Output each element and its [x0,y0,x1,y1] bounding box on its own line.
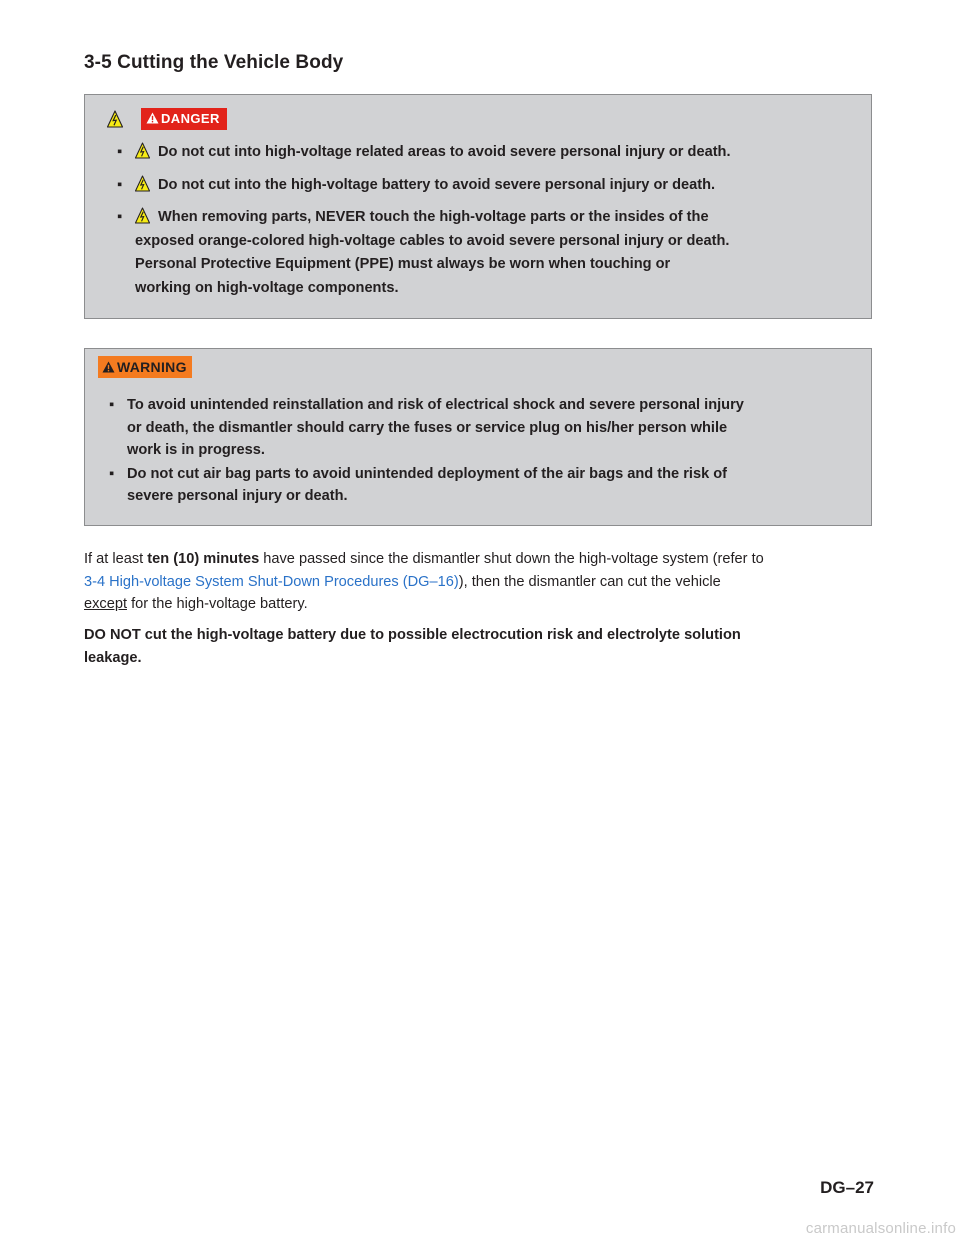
page-number: DG–27 [820,1178,874,1197]
bullet: ▪ [109,397,115,413]
body-paragraph [84,548,874,616]
danger-item-text: When removing parts, NEVER touch the high-voltage parts or the insides of the [158,209,709,225]
danger-box [84,94,872,319]
warning-item-text: work is in progress. [127,442,265,458]
bullet: ▪ [117,144,123,160]
warning-item [109,394,859,462]
danger-item-text: Do not cut into the high-voltage battery to avoid severe personal injury or death. [158,176,716,193]
bullet: ▪ [117,176,123,193]
danger-list [117,141,857,309]
warning-item-text: severe personal injury or death. [127,488,348,504]
danger-item-text: exposed orange-colored high-voltage cables to avoid severe personal injury or death. [135,232,730,249]
danger-label [141,108,227,130]
high-voltage-warning-icon [135,207,150,224]
danger-item [117,174,857,198]
danger-item-text: Personal Protective Equipment (PPE) must always be worn when touching or [135,256,671,272]
para-text: have passed since the dismantler shut down the high-voltage system (refer to [263,551,764,567]
bullet: ▪ [117,209,123,225]
para-text: leakage. [84,650,142,666]
page-title: 3-5 Cutting the Vehicle Body [84,52,344,73]
high-voltage-warning-icon [135,175,150,192]
warning-item [109,463,859,508]
para-text: for the high-voltage battery. [131,596,308,612]
para-emphasis: ten (10) minutes [147,551,260,567]
danger-label-text: DANGER [161,111,220,126]
warning-list [109,394,859,508]
para-text: If at least [84,551,144,567]
danger-item-text: working on high-voltage components. [135,279,399,296]
cross-reference-link[interactable]: 3-4 High-voltage System Shut-Down Procedures (DG–16) [84,573,459,590]
danger-item-text: Do not cut into high-voltage related areas to avoid severe personal injury or death. [158,144,731,160]
para-text: ), then the dismantler can cut the vehicle [458,573,721,590]
warning-item-text: To avoid unintended reinstallation and risk of electrical shock and severe personal injury [127,397,744,413]
watermark: carmanualsonline.info [805,1220,956,1237]
alert-triangle-icon [102,361,115,373]
bullet: ▪ [109,465,115,482]
warning-box [84,348,872,526]
warning-label-text: WARNING [117,359,187,375]
para-text: DO NOT cut the high-voltage battery due to possible electrocution risk and electrolyte solution [84,627,741,643]
danger-item [117,141,857,165]
danger-item [117,206,857,300]
warning-label [98,356,192,378]
body-warning-paragraph [84,624,874,670]
warning-item-text: Do not cut air bag parts to avoid unintended deployment of the air bags and the risk of [127,465,728,482]
warning-item-text: or death, the dismantler should carry the fuses or service plug on his/her person while [127,419,728,436]
high-voltage-warning-icon [135,142,150,159]
high-voltage-warning-icon [107,110,123,128]
alert-triangle-icon [146,112,159,124]
para-underlined: except [84,596,127,612]
